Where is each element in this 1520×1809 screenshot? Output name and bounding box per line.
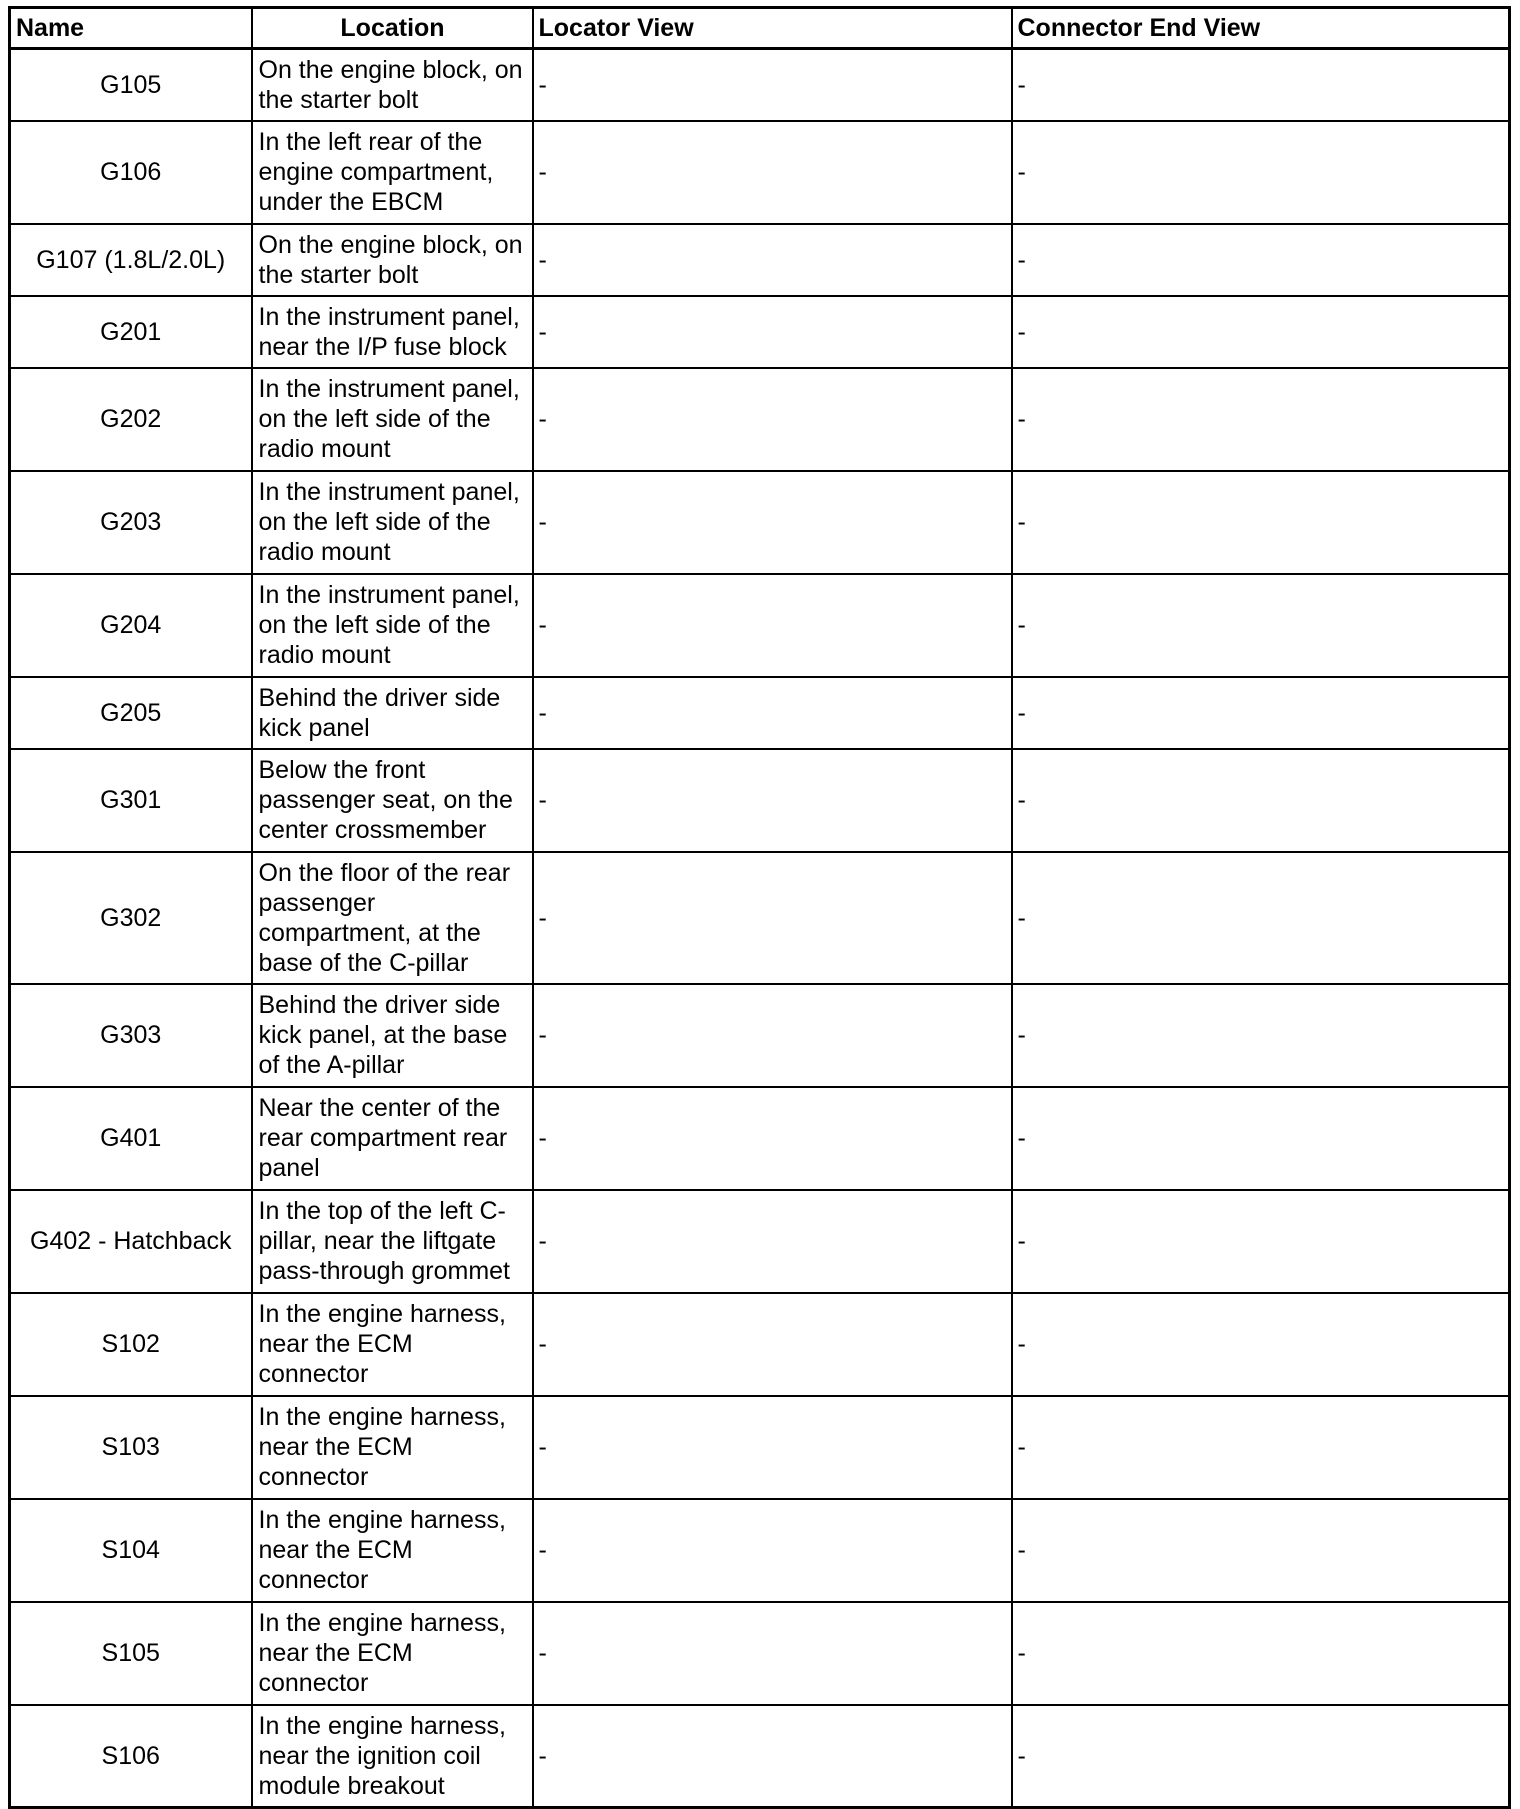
cell-location: In the instrument panel, on the left side of the radio mount — [252, 471, 533, 574]
cell-locator-view: - — [533, 49, 1012, 121]
table-row — [10, 1087, 1510, 1190]
cell-location: On the floor of the rear passenger compartment, at the base of the C-pillar — [252, 852, 533, 984]
cell-name: S102 — [10, 1293, 252, 1396]
cell-name: G105 — [10, 49, 252, 121]
cell-connector-end-view: - — [1012, 1190, 1510, 1293]
table-header-row — [10, 8, 1510, 49]
cell-name: G106 — [10, 121, 252, 224]
cell-name: G205 — [10, 677, 252, 749]
table-row — [10, 224, 1510, 296]
table-row — [10, 121, 1510, 224]
table-row — [10, 1190, 1510, 1293]
cell-connector-end-view: - — [1012, 574, 1510, 677]
cell-name: S106 — [10, 1705, 252, 1808]
cell-location: On the engine block, on the starter bolt — [252, 49, 533, 121]
cell-locator-view: - — [533, 1499, 1012, 1602]
cell-connector-end-view: - — [1012, 224, 1510, 296]
cell-connector-end-view: - — [1012, 49, 1510, 121]
cell-location: In the engine harness, near the ECM connector — [252, 1602, 533, 1705]
header-connector-end-view: Connector End View — [1012, 8, 1510, 49]
cell-name: S105 — [10, 1602, 252, 1705]
table-row — [10, 852, 1510, 984]
cell-location: In the left rear of the engine compartment, under the EBCM — [252, 121, 533, 224]
header-locator-view: Locator View — [533, 8, 1012, 49]
cell-connector-end-view: - — [1012, 1293, 1510, 1396]
cell-location: Behind the driver side kick panel — [252, 677, 533, 749]
cell-location: In the engine harness, near the ECM connector — [252, 1293, 533, 1396]
table-row — [10, 471, 1510, 574]
cell-connector-end-view: - — [1012, 471, 1510, 574]
cell-connector-end-view: - — [1012, 296, 1510, 368]
cell-name: G107 (1.8L/2.0L) — [10, 224, 252, 296]
cell-connector-end-view: - — [1012, 677, 1510, 749]
cell-connector-end-view: - — [1012, 368, 1510, 471]
cell-locator-view: - — [533, 1190, 1012, 1293]
cell-name: G203 — [10, 471, 252, 574]
cell-name: G202 — [10, 368, 252, 471]
cell-location: On the engine block, on the starter bolt — [252, 224, 533, 296]
cell-locator-view: - — [533, 1602, 1012, 1705]
cell-connector-end-view: - — [1012, 749, 1510, 852]
cell-name: G402 - Hatchback — [10, 1190, 252, 1293]
cell-location: In the instrument panel, near the I/P fuse block — [252, 296, 533, 368]
cell-locator-view: - — [533, 224, 1012, 296]
cell-location: Below the front passenger seat, on the center crossmember — [252, 749, 533, 852]
cell-name: S103 — [10, 1396, 252, 1499]
cell-location: In the engine harness, near the ECM connector — [252, 1396, 533, 1499]
cell-connector-end-view: - — [1012, 1396, 1510, 1499]
table-row — [10, 1396, 1510, 1499]
cell-name: G302 — [10, 852, 252, 984]
cell-location: In the instrument panel, on the left side of the radio mount — [252, 574, 533, 677]
table-row — [10, 368, 1510, 471]
cell-connector-end-view: - — [1012, 1087, 1510, 1190]
table-row — [10, 296, 1510, 368]
header-location: Location — [252, 8, 533, 49]
cell-connector-end-view: - — [1012, 121, 1510, 224]
cell-locator-view: - — [533, 1705, 1012, 1808]
cell-name: G401 — [10, 1087, 252, 1190]
cell-locator-view: - — [533, 574, 1012, 677]
cell-name: G204 — [10, 574, 252, 677]
cell-connector-end-view: - — [1012, 1602, 1510, 1705]
cell-locator-view: - — [533, 121, 1012, 224]
cell-locator-view: - — [533, 1396, 1012, 1499]
ground-splice-location-table-container — [8, 6, 1508, 1809]
header-name: Name — [10, 8, 252, 49]
cell-locator-view: - — [533, 984, 1012, 1087]
cell-locator-view: - — [533, 471, 1012, 574]
cell-locator-view: - — [533, 1293, 1012, 1396]
ground-splice-location-table — [8, 6, 1511, 1809]
cell-location: Near the center of the rear compartment rear panel — [252, 1087, 533, 1190]
table-row — [10, 984, 1510, 1087]
cell-locator-view: - — [533, 296, 1012, 368]
table-row — [10, 749, 1510, 852]
table-row — [10, 677, 1510, 749]
cell-location: In the instrument panel, on the left side of the radio mount — [252, 368, 533, 471]
table-row — [10, 1499, 1510, 1602]
cell-name: G301 — [10, 749, 252, 852]
cell-location: In the engine harness, near the ECM connector — [252, 1499, 533, 1602]
cell-name: G201 — [10, 296, 252, 368]
cell-locator-view: - — [533, 368, 1012, 471]
cell-location: In the top of the left C-pillar, near the liftgate pass-through grommet — [252, 1190, 533, 1293]
table-row — [10, 1293, 1510, 1396]
table-row — [10, 1705, 1510, 1808]
cell-locator-view: - — [533, 1087, 1012, 1190]
cell-connector-end-view: - — [1012, 1705, 1510, 1808]
cell-name: G303 — [10, 984, 252, 1087]
cell-connector-end-view: - — [1012, 984, 1510, 1087]
cell-connector-end-view: - — [1012, 1499, 1510, 1602]
cell-locator-view: - — [533, 852, 1012, 984]
cell-location: Behind the driver side kick panel, at the base of the A-pillar — [252, 984, 533, 1087]
table-row — [10, 1602, 1510, 1705]
table-row — [10, 574, 1510, 677]
cell-location: In the engine harness, near the ignition coil module breakout — [252, 1705, 533, 1808]
cell-locator-view: - — [533, 677, 1012, 749]
cell-name: S104 — [10, 1499, 252, 1602]
table-row — [10, 49, 1510, 121]
table-body — [10, 49, 1510, 1808]
cell-connector-end-view: - — [1012, 852, 1510, 984]
cell-locator-view: - — [533, 749, 1012, 852]
